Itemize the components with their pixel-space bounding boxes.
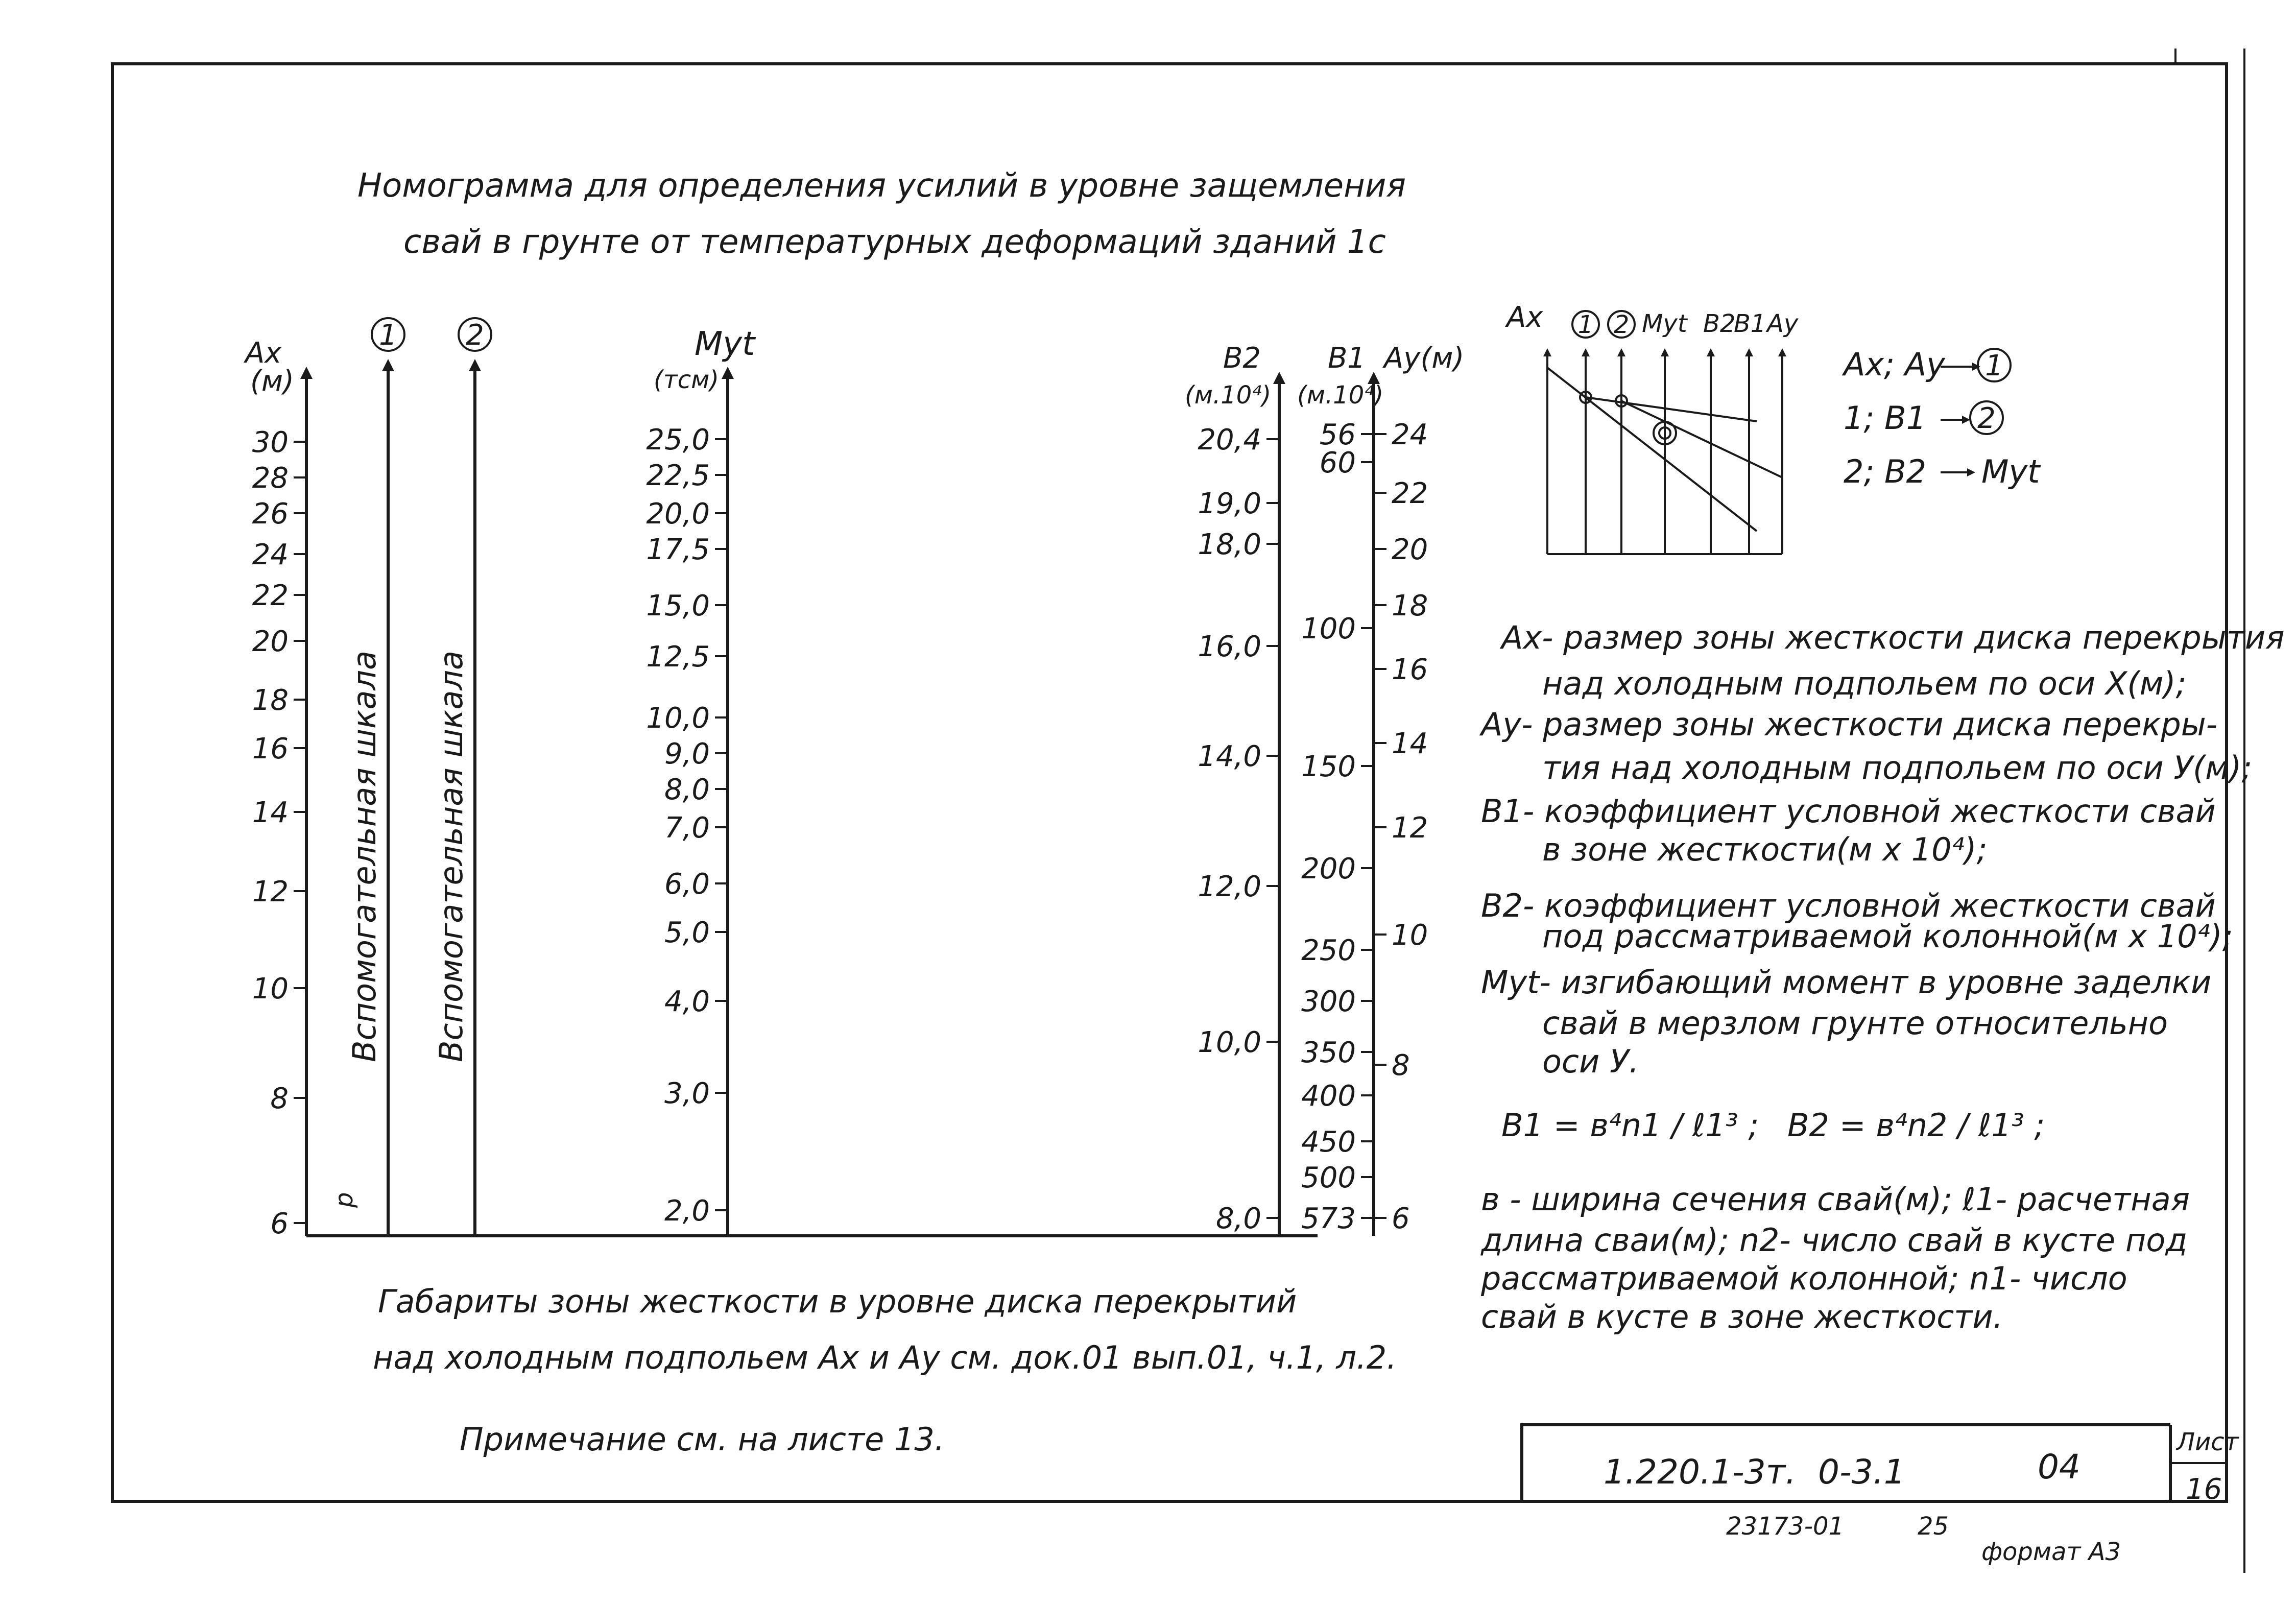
legend-line: В1- коэффициент условной жесткости свай — [1481, 793, 2216, 830]
ax-tick-label: 30 — [252, 426, 289, 459]
b2-tick-label: 19,0 — [1198, 487, 1261, 520]
stamp-inventory: 23173-01 — [1726, 1512, 1845, 1541]
ay-tick-label: 18 — [1392, 589, 1428, 623]
key-label-b2: В2 — [1703, 309, 1736, 338]
legend-line: Myt- изгибающий момент в уровне заделки — [1481, 964, 2212, 1001]
aux-2-label: Вспомогательная шкала — [433, 650, 470, 1062]
b1-tick-label: 56 — [1319, 418, 1356, 451]
ay-tick-label: 14 — [1392, 727, 1428, 760]
b1-tick-label: 150 — [1301, 750, 1356, 783]
key-step-3-from: 2; В2 — [1844, 453, 1927, 490]
myt-ticks — [646, 423, 728, 1228]
b2-ticks — [1198, 423, 1279, 1235]
myt-tick-label: 12,5 — [646, 640, 710, 674]
ax-unit: (м) — [250, 365, 294, 398]
stamp-sheet-no: 16 — [2186, 1473, 2222, 1506]
title-line-1: Номограмма для определения усилий в уровне защемления — [357, 167, 1406, 205]
ax-tick-label: 10 — [252, 972, 289, 1006]
ay-tick-label: 20 — [1392, 533, 1428, 566]
formula-b1: В1 = в⁴n1 / ℓ1³ ; — [1501, 1107, 1759, 1144]
b1-tick-label: 60 — [1319, 446, 1356, 480]
b1-scale — [1297, 342, 1383, 1236]
legend-line: тия над холодным подпольем по оси У(м); — [1542, 749, 2253, 786]
ax-ticks — [252, 426, 306, 1240]
myt-tick-label: 9,0 — [664, 737, 710, 771]
b2-scale — [1185, 342, 1279, 1236]
b2-tick-label: 20,4 — [1198, 423, 1261, 457]
ax-tick-label: 6 — [270, 1207, 289, 1240]
b1-unit: (м.10⁴) — [1297, 381, 1384, 410]
stamp-sheet-label: Лист — [2177, 1428, 2239, 1456]
title-stamp — [1522, 1425, 2240, 1566]
b1-tick-label: 200 — [1301, 852, 1356, 885]
key-label-2: 2 — [1613, 310, 1630, 339]
legend — [1479, 619, 2284, 1080]
legend-line: свай в мерзлом грунте относительно — [1542, 1004, 2168, 1042]
myt-scale — [646, 325, 756, 1236]
ax-tick-label: 26 — [252, 497, 289, 531]
definition-line: рассматриваемой колонной; n1- число — [1481, 1260, 2127, 1297]
ay-tick-label: 10 — [1392, 919, 1428, 952]
footnote-line-1: Габариты зоны жесткости в уровне диска перекрытий — [378, 1283, 1297, 1320]
ax-tick-label: 8 — [270, 1082, 289, 1115]
myt-tick-label: 25,0 — [646, 423, 710, 457]
stamp-format: формат А3 — [1981, 1538, 2121, 1566]
stamp-inventory-2: 25 — [1918, 1512, 1949, 1541]
key-label-ay: Ау — [1767, 309, 1799, 338]
nomogram — [244, 318, 1464, 1240]
key-step-1-from: Ах; Ау — [1844, 346, 1945, 383]
formulas — [1501, 1107, 2045, 1144]
key-step-3-to: Myt — [1981, 453, 2040, 490]
ax-label: Ах — [245, 337, 282, 370]
ay-scale — [1374, 342, 1464, 1235]
b2-unit: (м.10⁴) — [1185, 381, 1272, 410]
aux-1-marker: 1 — [379, 319, 397, 352]
myt-label: Myt — [695, 325, 755, 363]
myt-tick-label: 20,0 — [646, 497, 710, 531]
footnote — [373, 1283, 1397, 1458]
aux-scale-1 — [330, 318, 404, 1236]
definition-line: свай в кусте в зоне жесткости. — [1481, 1298, 2003, 1335]
myt-tick-label: 5,0 — [664, 916, 710, 949]
key-label-b1: В1 — [1734, 309, 1766, 338]
aux-2-marker: 2 — [466, 319, 484, 352]
legend-line: В2- коэффициент условной жесткости свай — [1481, 887, 2216, 924]
key-step-1-to: 1 — [1985, 349, 2003, 382]
ax-tick-label: 12 — [252, 875, 289, 908]
ax-tick-label: 20 — [252, 625, 289, 658]
legend-line: оси У. — [1542, 1043, 1639, 1080]
ay-tick-label: 12 — [1392, 811, 1428, 845]
aux-scale-2 — [433, 318, 491, 1236]
b2-tick-label: 18,0 — [1198, 528, 1261, 561]
b1-tick-label: 400 — [1301, 1080, 1356, 1113]
b1-tick-label: 100 — [1301, 612, 1356, 645]
b2-tick-label: 10,0 — [1198, 1026, 1261, 1059]
myt-tick-label: 17,5 — [646, 533, 710, 566]
key-step-2-from: 1; В1 — [1844, 399, 1927, 437]
ay-tick-label: 6 — [1392, 1202, 1410, 1235]
myt-tick-label: 7,0 — [664, 811, 710, 845]
myt-tick-label: 22,5 — [646, 459, 710, 492]
ax-tick-label: 24 — [252, 538, 289, 571]
b2-tick-label: 8,0 — [1215, 1202, 1261, 1235]
b1-tick-label: 250 — [1301, 934, 1356, 967]
myt-tick-label: 8,0 — [664, 773, 710, 806]
myt-tick-label: 3,0 — [664, 1077, 710, 1110]
b1-tick-label: 573 — [1301, 1202, 1356, 1235]
ay-tick-label: 24 — [1392, 418, 1428, 451]
b1-label: В1 — [1328, 342, 1366, 375]
myt-unit: (тсм) — [654, 366, 720, 394]
aux-1-label: Вспомогательная шкала — [346, 650, 383, 1062]
b2-tick-label: 16,0 — [1198, 630, 1261, 663]
ay-label: Ау(м) — [1384, 342, 1465, 375]
stamp-doc: 0-3.1 — [1818, 1452, 1905, 1492]
ax-tick-label: 18 — [252, 684, 289, 717]
legend-line: Ах- размер зоны жесткости диска перекрытия — [1501, 619, 2285, 656]
ay-ticks — [1374, 418, 1428, 1235]
ay-tick-label: 22 — [1392, 477, 1428, 510]
ax-tick-label: 28 — [252, 462, 289, 495]
ax-tick-label: 16 — [252, 732, 289, 765]
note-text: Примечание см. на листе 13. — [460, 1421, 945, 1458]
b2-label: В2 — [1223, 342, 1261, 375]
key-diagram — [1505, 301, 2041, 554]
legend-line: Ау- размер зоны жесткости диска перекры- — [1481, 706, 2218, 743]
ax-tick-label: 22 — [252, 579, 289, 612]
myt-tick-label: 4,0 — [664, 985, 710, 1018]
ax-tick-label: 14 — [252, 796, 289, 829]
ay-tick-label: 8 — [1392, 1049, 1410, 1082]
stamp-issue: 04 — [2038, 1447, 2080, 1487]
ax-scale — [244, 337, 1318, 1240]
key-label-myt: Myt — [1642, 309, 1687, 338]
b2-tick-label: 14,0 — [1198, 740, 1261, 773]
title-block — [357, 167, 1406, 261]
myt-tick-label: 2,0 — [664, 1194, 710, 1228]
footnote-line-2: над холодным подпольем Ах и Ау см. док.01 вып.01, ч.1, л.2. — [373, 1339, 1397, 1376]
b1-tick-label: 500 — [1301, 1161, 1356, 1194]
b2-tick-label: 12,0 — [1198, 870, 1261, 903]
b1-tick-label: 300 — [1301, 985, 1356, 1018]
key-steps — [1841, 346, 2041, 490]
legend-line: над холодным подпольем по оси Х(м); — [1542, 665, 2187, 702]
definition-line: длина сваи(м); n2- число свай в кусте под — [1481, 1222, 2188, 1259]
b1-tick-label: 450 — [1301, 1126, 1356, 1159]
myt-tick-label: 6,0 — [664, 868, 710, 901]
myt-tick-label: 10,0 — [646, 702, 710, 735]
aux-1-zero: p — [330, 1192, 358, 1208]
myt-tick-label: 15,0 — [646, 589, 710, 623]
key-label-ax: Ах — [1506, 301, 1543, 334]
stamp-code: 1.220.1-3т. — [1604, 1452, 1797, 1492]
title-line-2: свай в грунте от температурных деформаций зданий 1с — [403, 223, 1386, 261]
legend-line: под рассматриваемой колонной(м х 10⁴); — [1542, 918, 2233, 955]
b1-tick-label: 350 — [1301, 1036, 1356, 1069]
b1-ticks — [1301, 418, 1374, 1235]
key-step-2-to: 2 — [1977, 402, 1996, 435]
key-label-1: 1 — [1577, 310, 1594, 339]
definition-line: в - ширина сечения свай(м); ℓ1- расчетная — [1481, 1181, 2190, 1218]
formula-b2: В2 = в⁴n2 / ℓ1³ ; — [1787, 1107, 2045, 1144]
ay-tick-label: 16 — [1392, 653, 1428, 686]
legend-line: в зоне жесткости(м х 10⁴); — [1542, 831, 1988, 868]
definitions — [1480, 1181, 2190, 1335]
